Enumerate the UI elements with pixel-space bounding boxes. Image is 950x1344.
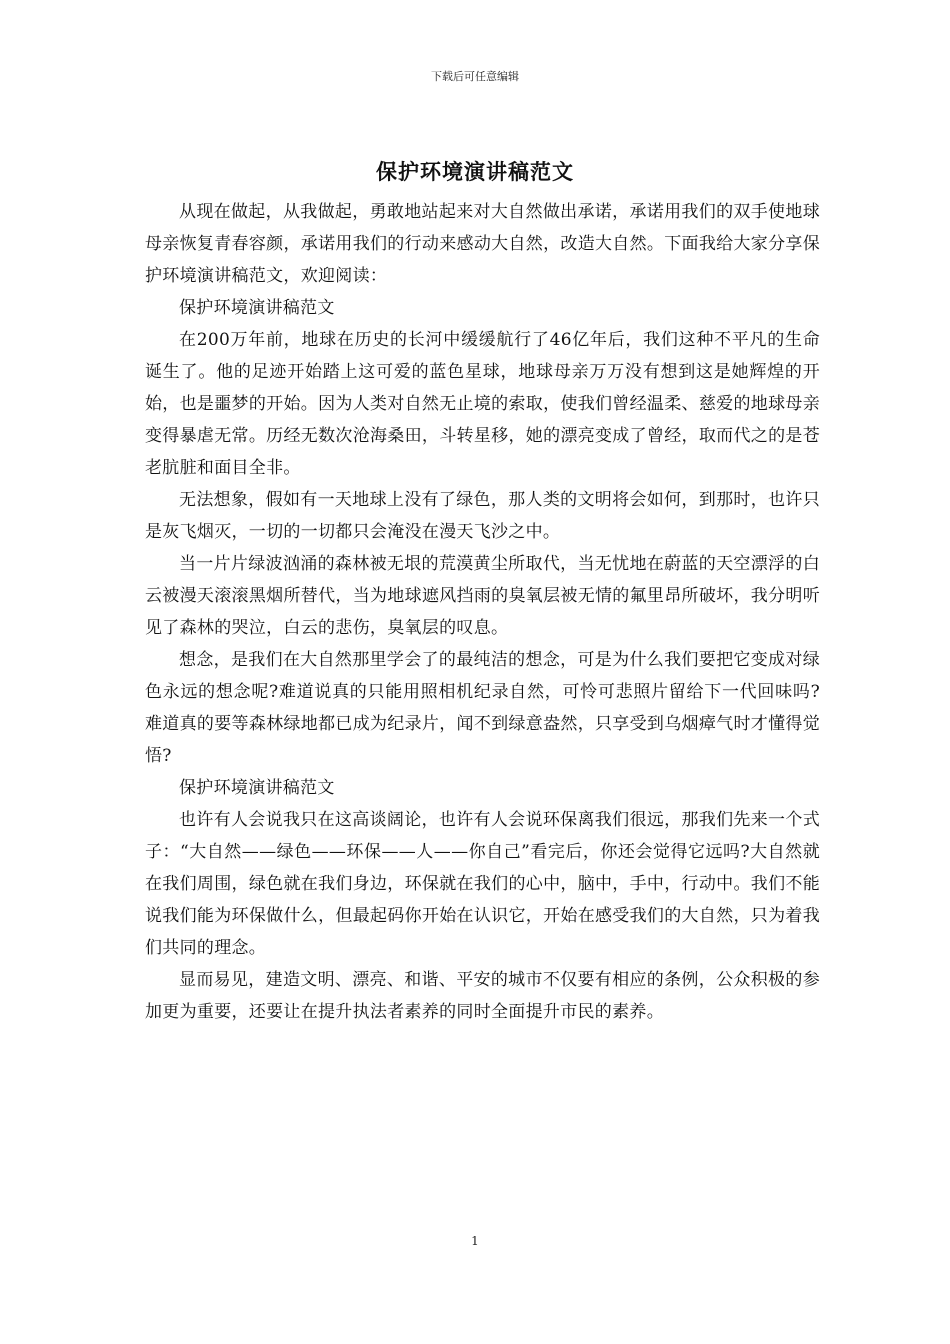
paragraph: 当一片片绿波汹涌的森林被无垠的荒漠黄尘所取代，当无忧地在蔚蓝的天空漂浮的白云被漫天滚滚黑烟所替代，当为地球遮风挡雨的臭氧层被无情的氟里昂所破坏，我分明听见了森林的哭泣，白云的悲伤，臭氧层的叹息。	[145, 554, 820, 638]
section-heading: 保护环境演讲稿范文	[179, 298, 335, 318]
paragraph-intro: 从现在做起，从我做起，勇敢地站起来对大自然做出承诺，承诺用我们的双手使地球母亲恢复青春容颜，承诺用我们的行动来感动大自然，改造大自然。下面我给大家分享保护环境演讲稿范文，欢迎阅读：	[145, 202, 820, 286]
paragraph: 在200万年前，地球在历史的长河中缓缓航行了46亿年后，我们这种不平凡的生命诞生了。他的足迹开始踏上这可爱的蓝色星球，地球母亲万万没有想到这是她辉煌的开始，也是噩梦的开始。因为人类对自然无止境的索取，使我们曾经温柔、慈爱的地球母亲变得暴虐无常。历经无数次沧海桑田，斗转星移，她的漂亮变成了曾经，取而代之的是苍老肮脏和面目全非。	[145, 330, 820, 478]
paragraph: 也许有人会说我只在这高谈阔论，也许有人会说环保离我们很远，那我们先来一个式子：“大自然——绿色——环保——人——你自己”看完后，你还会觉得它远吗?大自然就在我们周围，绿色就在我们身边，环保就在我们的心中，脑中，手中，行动中。我们不能说我们能为环保做什么，但最起码你开始在认识它，开始在感受我们的大自然，只为着我们共同的理念。	[145, 810, 820, 958]
paragraph: 显而易见，建造文明、漂亮、和谐、平安的城市不仅要有相应的条例，公众积极的参加更为重要，还要让在提升执法者素养的同时全面提升市民的素养。	[145, 970, 820, 1022]
document-body	[145, 196, 820, 1028]
section-heading: 保护环境演讲稿范文	[179, 778, 335, 798]
paragraph: 无法想象，假如有一天地球上没有了绿色，那人类的文明将会如何，到那时，也许只是灰飞烟灭，一切的一切都只会淹没在漫天飞沙之中。	[145, 490, 820, 542]
document-title: 保护环境演讲稿范文	[376, 159, 574, 184]
paragraph: 想念，是我们在大自然那里学会了的最纯洁的想念，可是为什么我们要把它变成对绿色永远的想念呢?难道说真的只能用照相机纪录自然，可怜可悲照片留给下一代回味吗?难道真的要等森林绿地都已成为纪录片，闻不到绿意盎然，只享受到乌烟瘴气时才懂得觉悟?	[145, 650, 820, 766]
header-note: 下载后可任意编辑	[431, 70, 519, 83]
page-number: 1	[471, 1234, 479, 1248]
